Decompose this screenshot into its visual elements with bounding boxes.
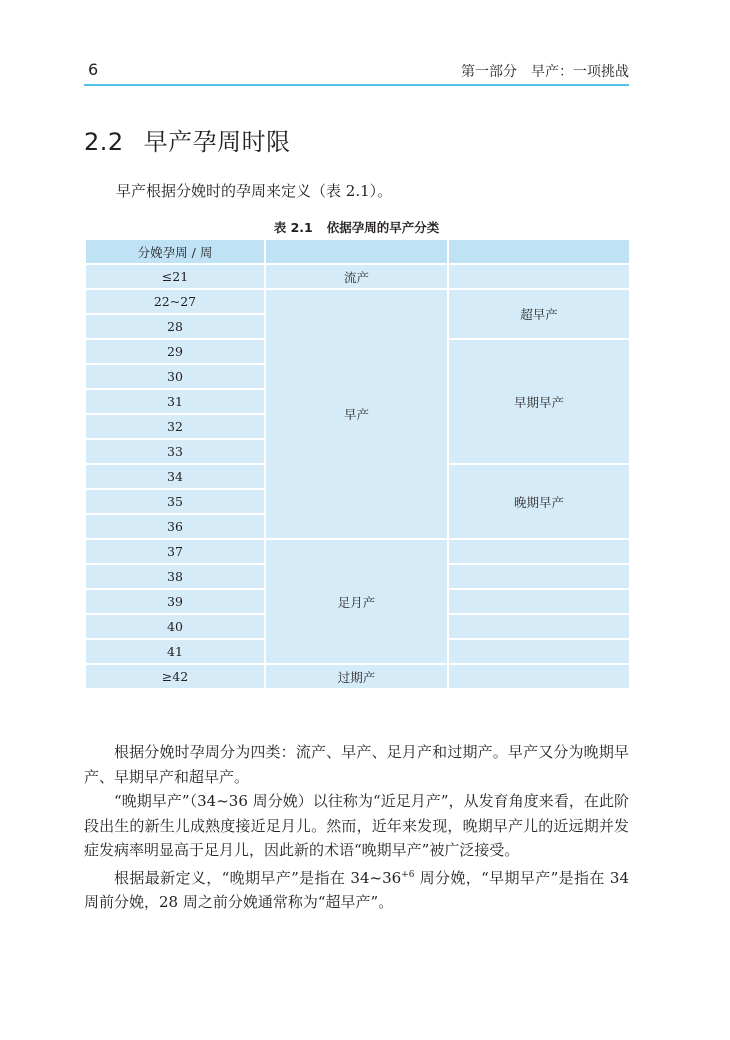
week-cell: 22~27	[85, 289, 265, 314]
section-number: 2.2	[84, 128, 124, 156]
table-caption-number: 表 2.1	[273, 220, 313, 235]
running-head: 第一部分 早产：一项挑战	[461, 64, 629, 80]
paragraph-definition	[84, 863, 629, 915]
empty-cell	[448, 639, 630, 664]
subcategory-cell-extremely: 超早产	[448, 289, 630, 339]
week-cell: 30	[85, 364, 265, 389]
classification-table	[84, 238, 631, 690]
week-cell: 36	[85, 514, 265, 539]
category-cell-preterm: 早产	[265, 289, 448, 539]
table-caption	[84, 218, 629, 236]
week-cell: 32	[85, 414, 265, 439]
week-cell: 40	[85, 614, 265, 639]
table-caption-title: 依据孕周的早产分类	[326, 220, 440, 235]
body-text	[84, 740, 629, 915]
page-number: 6	[88, 60, 99, 79]
week-cell: 28	[85, 314, 265, 339]
table-row	[85, 264, 630, 289]
page-header	[84, 58, 629, 86]
section-title: 早产孕周时限	[143, 128, 291, 156]
empty-cell	[448, 614, 630, 639]
category-cell-term: 足月产	[265, 539, 448, 664]
empty-cell	[448, 539, 630, 564]
subcategory-cell-late: 晚期早产	[448, 464, 630, 539]
header-cell-category	[265, 239, 448, 264]
paragraph-definition-part-a: 根据最新定义，“晚期早产”是指在 34~36	[114, 868, 402, 887]
subcategory-cell-early: 早期早产	[448, 339, 630, 464]
week-cell: 33	[85, 439, 265, 464]
empty-cell	[448, 664, 630, 689]
week-cell: 41	[85, 639, 265, 664]
week-cell: 37	[85, 539, 265, 564]
section-heading	[84, 122, 291, 157]
header-cell-subcategory	[448, 239, 630, 264]
category-cell-postterm: 过期产	[265, 664, 448, 689]
category-cell-abortion: 流产	[265, 264, 448, 289]
empty-cell	[448, 589, 630, 614]
week-cell: 39	[85, 589, 265, 614]
table-row	[85, 664, 630, 689]
table-row	[85, 289, 630, 314]
empty-cell	[448, 564, 630, 589]
paragraph-late-preterm: “晚期早产”（34~36 周分娩）以往称为“近足月产”，从发育角度来看，在此阶段出生的新生儿成熟度接近足月儿。然而，近年来发现，晚期早产儿的近远期并发症发病率明显高于足月儿，因此新的术语“晚期早产”被广泛接受。	[84, 792, 629, 859]
week-cell: ≤21	[85, 264, 265, 289]
week-cell: ≥42	[85, 664, 265, 689]
week-cell: 29	[85, 339, 265, 364]
paragraph-classification: 根据分娩时孕周分为四类：流产、早产、足月产和过期产。早产又分为晚期早产、早期早产和超早产。	[84, 743, 629, 786]
superscript-plus-six: +6	[401, 869, 415, 880]
empty-cell	[448, 264, 630, 289]
week-cell: 31	[85, 389, 265, 414]
paragraph-definition-part-b: 周分娩，“早期早产”是指在 34 周前分娩，28 周之前分娩通常称为“超早产”。	[84, 868, 629, 911]
week-cell: 34	[85, 464, 265, 489]
table-row	[85, 539, 630, 564]
week-cell: 38	[85, 564, 265, 589]
header-cell-weeks: 分娩孕周 / 周	[85, 239, 265, 264]
week-cell: 35	[85, 489, 265, 514]
table-header-row	[85, 239, 630, 264]
intro-paragraph: 早产根据分娩时的孕周来定义（表 2.1）。	[116, 182, 393, 200]
